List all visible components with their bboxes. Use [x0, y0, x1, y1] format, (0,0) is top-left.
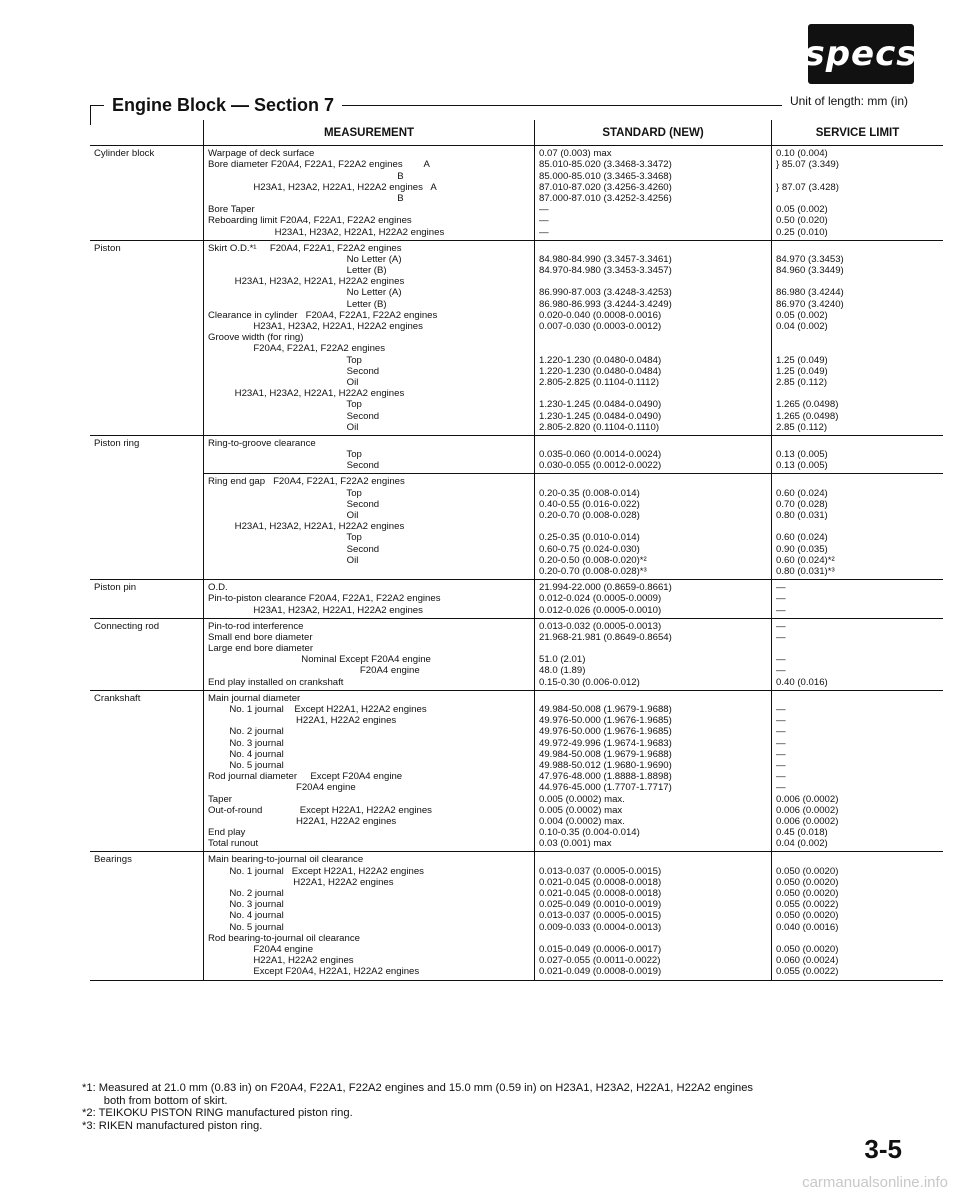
measurement-cell — [204, 852, 535, 980]
cell-line: Bore diameter F20A4, F22A1, F22A2 engines A — [208, 159, 430, 171]
cell-line: 0.006 (0.0002) — [776, 804, 839, 816]
cell-line: F20A4 engine — [208, 665, 420, 677]
table-row — [90, 146, 943, 241]
cell-line: 0.050 (0.0020) — [776, 943, 839, 955]
cell-line: H23A1, H23A2, H22A1, H22A2 engines — [208, 276, 405, 288]
cell-line: 0.60-0.75 (0.024-0.030) — [539, 543, 640, 555]
cell-line: Large end bore diameter — [208, 643, 314, 655]
cell-line: Top — [208, 487, 362, 499]
part-name: Cylinder block — [90, 146, 204, 241]
cell-line: 0.050 (0.0020) — [776, 910, 839, 922]
part-name: Bearings — [90, 852, 204, 980]
cell-line: 1.220-1.230 (0.0480-0.0484) — [539, 365, 662, 377]
cell-line: 49.984-50.008 (1.9679-1.9688) — [539, 704, 672, 716]
cell-line: No. 2 journal — [208, 888, 284, 900]
cell-line: 86.990-87.003 (3.4248-3.4253) — [539, 287, 672, 299]
cell-line: 2.805-2.825 (0.1104-0.1112) — [539, 376, 660, 388]
cell-line: 0.050 (0.0020) — [776, 876, 839, 888]
cell-line: 0.45 (0.018) — [776, 827, 828, 839]
cell-line: 0.05 (0.002) — [776, 204, 828, 216]
cell-line: 49.972-49.996 (1.9674-1.9683) — [539, 737, 672, 749]
cell-line — [776, 476, 939, 487]
table-row — [90, 580, 943, 619]
cell-line: — — [776, 665, 786, 677]
cell-line — [539, 388, 767, 399]
footnotes — [82, 1082, 922, 1132]
cell-line: 0.40-0.55 (0.016-0.022) — [539, 498, 640, 510]
measurement-cell — [204, 474, 535, 580]
cell-line: 1.265 (0.0498) — [776, 399, 839, 411]
cell-line: H23A1, H23A2, H22A1, H22A2 engines — [208, 321, 423, 333]
cell-line — [539, 243, 767, 254]
cell-line: } 87.07 (3.428) — [776, 181, 839, 193]
cell-line: — — [776, 593, 786, 605]
service-limit-cell — [772, 146, 944, 241]
cell-line: No. 5 journal — [208, 921, 284, 933]
standard-cell — [535, 435, 772, 474]
footnote-2: *2: TEIKOKU PISTON RING manufactured piston ring. — [82, 1107, 353, 1119]
cell-line: 44.976-45.000 (1.7707-1.7717) — [539, 782, 672, 794]
cell-line: Out-of-round Except H22A1, H22A2 engines — [208, 804, 432, 816]
cell-line — [539, 438, 767, 449]
cell-line — [776, 193, 939, 204]
standard-cell — [535, 690, 772, 852]
cell-line: 0.13 (0.005) — [776, 449, 828, 461]
service-limit-cell — [772, 852, 944, 980]
page-title: Engine Block — Section 7 — [104, 92, 342, 118]
cell-line: 0.013-0.037 (0.0005-0.0015) — [539, 865, 662, 877]
cell-line: — — [776, 715, 786, 727]
cell-line: — — [776, 582, 786, 594]
cell-line: Clearance in cylinder F20A4, F22A1, F22A2 engines — [208, 309, 438, 321]
cell-line: 0.060 (0.0024) — [776, 955, 839, 967]
table-row — [90, 435, 943, 474]
cell-line: H23A1, H23A2, H22A1, H22A2 engines — [208, 604, 423, 616]
cell-line: 0.005 (0.0002) max — [539, 804, 623, 816]
cell-line: Total runout — [208, 838, 259, 850]
cell-line — [539, 476, 767, 487]
cell-line: 0.013-0.037 (0.0005-0.0015) — [539, 910, 662, 922]
cell-line: 2.85 (0.112) — [776, 421, 828, 433]
cell-line: 0.035-0.060 (0.0014-0.0024) — [539, 449, 662, 461]
cell-line: 1.25 (0.049) — [776, 365, 828, 377]
cell-line: Main bearing-to-journal oil clearance — [208, 854, 364, 866]
cell-line: 0.005 (0.0002) max. — [539, 793, 625, 805]
cell-line: No. 4 journal — [208, 748, 284, 760]
part-name: Piston — [90, 240, 204, 435]
cell-line: — — [776, 759, 786, 771]
footnote-1-cont: both from bottom of skirt. — [82, 1094, 228, 1107]
specs-table-body — [90, 146, 943, 980]
cell-line: 1.220-1.230 (0.0480-0.0484) — [539, 354, 662, 366]
cell-line: Ring-to-groove clearance — [208, 437, 316, 449]
cell-line: Second — [208, 410, 380, 422]
cell-line: — — [776, 704, 786, 716]
cell-line: — — [776, 654, 786, 666]
part-name: Connecting rod — [90, 618, 204, 690]
cell-line: 87.010-87.020 (3.4256-3.4260) — [539, 181, 672, 193]
standard-cell — [535, 618, 772, 690]
cell-line: 48.0 (1.89) — [539, 665, 586, 677]
cell-line: 0.60 (0.024) — [776, 532, 828, 544]
cell-line: Main journal diameter — [208, 692, 301, 704]
specs-badge: specs — [808, 24, 914, 84]
table-row — [90, 690, 943, 852]
standard-cell — [535, 474, 772, 580]
cell-line: 49.988-50.012 (1.9680-1.9690) — [539, 759, 672, 771]
section-header — [90, 92, 908, 118]
header-measurement: MEASUREMENT — [204, 120, 535, 146]
cell-line: — — [776, 620, 786, 632]
table-row — [90, 474, 943, 580]
cell-line: 0.60 (0.024)*² — [776, 554, 835, 566]
cell-line: 0.055 (0.0022) — [776, 899, 839, 911]
cell-line: Top — [208, 532, 362, 544]
cell-line: Top — [208, 399, 362, 411]
cell-line: — — [539, 215, 549, 227]
cell-line: 0.15-0.30 (0.006-0.012) — [539, 676, 640, 688]
cell-line: Nominal Except F20A4 engine — [208, 654, 431, 666]
cell-line: 0.40 (0.016) — [776, 676, 828, 688]
cell-line — [776, 438, 939, 449]
cell-line: Top — [208, 354, 362, 366]
table-header-row — [90, 120, 943, 146]
standard-cell — [535, 580, 772, 619]
cell-line: 2.85 (0.112) — [776, 376, 828, 388]
cell-line: — — [776, 726, 786, 738]
part-name: Crankshaft — [90, 690, 204, 852]
cell-line: F20A4 engine — [208, 943, 314, 955]
cell-line: H23A1, H23A2, H22A1, H22A2 engines — [208, 521, 405, 533]
cell-line — [539, 343, 767, 354]
cell-line: No. 1 journal Except H22A1, H22A2 engines — [208, 865, 424, 877]
cell-line: H22A1, H22A2 engines — [208, 815, 397, 827]
cell-line: Rod journal diameter Except F20A4 engine — [208, 771, 403, 783]
service-limit-cell — [772, 690, 944, 852]
cell-line: 0.006 (0.0002) — [776, 793, 839, 805]
cell-line: 0.04 (0.002) — [776, 838, 828, 850]
cell-line — [776, 171, 939, 182]
cell-line: 0.05 (0.002) — [776, 309, 828, 321]
cell-line: No. 2 journal — [208, 726, 284, 738]
cell-line — [776, 332, 939, 343]
cell-line: 0.021-0.049 (0.0008-0.0019) — [539, 966, 662, 978]
cell-line — [539, 332, 767, 343]
cell-line: F20A4 engine — [208, 782, 356, 794]
cell-line — [776, 243, 939, 254]
cell-line: H23A1, H23A2, H22A1, H22A2 engines — [208, 226, 445, 238]
service-limit-cell — [772, 474, 944, 580]
cell-line: Pin-to-piston clearance F20A4, F22A1, F22A2 engines — [208, 593, 441, 605]
cell-line: 0.10-0.35 (0.004-0.014) — [539, 827, 640, 839]
cell-line — [776, 276, 939, 287]
cell-line: B — [208, 192, 404, 204]
table-row — [90, 240, 943, 435]
cell-line: H23A1, H23A2, H22A1, H22A2 engines — [208, 388, 405, 400]
service-limit-cell — [772, 240, 944, 435]
cell-line: 0.007-0.030 (0.0003-0.0012) — [539, 321, 662, 333]
cell-line: Oil — [208, 376, 359, 388]
cell-line: Letter (B) — [208, 265, 387, 277]
measurement-cell — [204, 690, 535, 852]
part-name: Piston pin — [90, 580, 204, 619]
cell-line: 0.021-0.045 (0.0008-0.0018) — [539, 876, 662, 888]
cell-line: 1.25 (0.049) — [776, 354, 828, 366]
cell-line: 1.230-1.245 (0.0484-0.0490) — [539, 410, 662, 422]
measurement-cell — [204, 580, 535, 619]
cell-line: 86.980-86.993 (3.4244-3.4249) — [539, 298, 672, 310]
cell-line: 84.970 (3.3453) — [776, 253, 844, 265]
cell-line: End play installed on crankshaft — [208, 676, 344, 688]
cell-line: 0.10 (0.004) — [776, 148, 828, 160]
cell-line: 0.07 (0.003) max — [539, 148, 612, 160]
cell-line — [539, 521, 767, 532]
cell-line: 0.030-0.055 (0.0012-0.0022) — [539, 460, 662, 472]
cell-line: Second — [208, 365, 380, 377]
cell-line — [776, 643, 939, 654]
cell-line: 0.25 (0.010) — [776, 226, 828, 238]
cell-line: Groove width (for ring) — [208, 332, 304, 344]
cell-line: 87.000-87.010 (3.4252-3.4256) — [539, 192, 672, 204]
service-limit-cell — [772, 435, 944, 474]
cell-line: 86.980 (3.4244) — [776, 287, 844, 299]
cell-line: 0.13 (0.005) — [776, 460, 828, 472]
cell-line: Second — [208, 543, 380, 555]
specs-table — [90, 120, 943, 981]
cell-line: End play — [208, 827, 246, 839]
cell-line: 0.80 (0.031) — [776, 510, 828, 522]
cell-line: 0.040 (0.0016) — [776, 921, 839, 933]
watermark: carmanualsonline.info — [802, 1174, 948, 1191]
cell-line: Small end bore diameter — [208, 631, 313, 643]
cell-line: No. 3 journal — [208, 737, 284, 749]
cell-line: 0.60 (0.024) — [776, 487, 828, 499]
cell-line: Except F20A4, H22A1, H22A2 engines — [208, 966, 420, 978]
standard-cell — [535, 240, 772, 435]
header-service-limit: SERVICE LIMIT — [772, 120, 944, 146]
standard-cell — [535, 146, 772, 241]
cell-line: — — [776, 631, 786, 643]
cell-line: H23A1, H23A2, H22A1, H22A2 engines A — [208, 181, 437, 193]
cell-line: 0.004 (0.0002) max. — [539, 815, 625, 827]
cell-line — [539, 276, 767, 287]
cell-line — [539, 643, 767, 654]
cell-line: Rod bearing-to-journal oil clearance — [208, 932, 360, 944]
cell-line: Oil — [208, 510, 359, 522]
cell-line: 0.050 (0.0020) — [776, 888, 839, 900]
cell-line: 0.013-0.032 (0.0005-0.0013) — [539, 620, 662, 632]
cell-line: H22A1, H22A2 engines — [208, 715, 397, 727]
header-standard: STANDARD (NEW) — [535, 120, 772, 146]
cell-line: — — [776, 748, 786, 760]
cell-line: Pin-to-rod interference — [208, 620, 304, 632]
cell-line: 0.055 (0.0022) — [776, 966, 839, 978]
cell-line: — — [776, 782, 786, 794]
cell-line: 49.976-50.000 (1.9676-1.9685) — [539, 715, 672, 727]
table-row — [90, 852, 943, 980]
cell-line: 0.50 (0.020) — [776, 215, 828, 227]
cell-line: 0.012-0.024 (0.0005-0.0009) — [539, 593, 662, 605]
cell-line: Bore Taper — [208, 204, 255, 216]
cell-line: 49.984-50.008 (1.9679-1.9688) — [539, 748, 672, 760]
cell-line: B — [208, 170, 404, 182]
cell-line: 2.805-2.820 (0.1104-0.1110) — [539, 421, 660, 433]
cell-line: 0.020-0.040 (0.0008-0.0016) — [539, 309, 662, 321]
cell-line — [776, 521, 939, 532]
cell-line: — — [539, 204, 549, 216]
cell-line: — — [776, 737, 786, 749]
cell-line: 0.20-0.70 (0.008-0.028)*³ — [539, 565, 647, 577]
standard-cell — [535, 852, 772, 980]
cell-line: 0.025-0.049 (0.0010-0.0019) — [539, 899, 662, 911]
cell-line: No. 4 journal — [208, 910, 284, 922]
cell-line: H22A1, H22A2 engines — [208, 876, 394, 888]
cell-line: 0.050 (0.0020) — [776, 865, 839, 877]
cell-line: 86.970 (3.4240) — [776, 298, 844, 310]
service-limit-cell — [772, 580, 944, 619]
table-row — [90, 618, 943, 690]
cell-line: Ring end gap F20A4, F22A1, F22A2 engines — [208, 476, 405, 488]
cell-line: 1.265 (0.0498) — [776, 410, 839, 422]
cell-line: No Letter (A) — [208, 253, 402, 265]
cell-line: 49.976-50.000 (1.9676-1.9685) — [539, 726, 672, 738]
cell-line: Reboarding limit F20A4, F22A1, F22A2 engines — [208, 215, 412, 227]
cell-line: 0.20-0.70 (0.008-0.028) — [539, 510, 640, 522]
cell-line: 0.006 (0.0002) — [776, 815, 839, 827]
cell-line: 84.960 (3.3449) — [776, 265, 844, 277]
cell-line: Warpage of deck surface — [208, 148, 315, 160]
measurement-cell — [204, 240, 535, 435]
cell-line: } 85.07 (3.349) — [776, 159, 839, 171]
cell-line — [776, 388, 939, 399]
cell-line — [776, 693, 939, 704]
measurement-cell — [204, 618, 535, 690]
cell-line: Skirt O.D.*¹ F20A4, F22A1, F22A2 engines — [208, 242, 402, 254]
cell-line: — — [776, 604, 786, 616]
unit-label: Unit of length: mm (in) — [782, 92, 908, 110]
cell-line: 0.80 (0.031)*³ — [776, 565, 835, 577]
cell-line — [776, 343, 939, 354]
cell-line: 51.0 (2.01) — [539, 654, 586, 666]
cell-line: No. 3 journal — [208, 899, 284, 911]
footnote-1: *1: Measured at 21.0 mm (0.83 in) on F20A4, F22A1, F22A2 engines and 15.0 mm (0.59 in) on H23A1, H23A2, H22A1, H22A2 engines — [82, 1082, 754, 1094]
service-limit-cell — [772, 618, 944, 690]
cell-line: — — [539, 226, 549, 238]
cell-line: Second — [208, 498, 380, 510]
cell-line: 0.20-0.35 (0.008-0.014) — [539, 487, 640, 499]
cell-line: Second — [208, 460, 380, 472]
cell-line: 0.009-0.033 (0.0004-0.0013) — [539, 921, 662, 933]
cell-line: Oil — [208, 554, 359, 566]
cell-line: 0.70 (0.028) — [776, 498, 828, 510]
cell-line: 0.015-0.049 (0.0006-0.0017) — [539, 943, 662, 955]
cell-line — [539, 854, 767, 865]
part-name: Piston ring — [90, 435, 204, 579]
measurement-cell — [204, 146, 535, 241]
cell-line: 0.20-0.50 (0.008-0.020)*² — [539, 554, 647, 566]
cell-line: 0.90 (0.035) — [776, 543, 828, 555]
cell-line: 0.027-0.055 (0.0011-0.0022) — [539, 955, 661, 967]
cell-line: 1.230-1.245 (0.0484-0.0490) — [539, 399, 662, 411]
cell-line: 84.980-84.990 (3.3457-3.3461) — [539, 253, 672, 265]
cell-line — [539, 933, 767, 944]
cell-line: 0.021-0.045 (0.0008-0.0018) — [539, 888, 662, 900]
cell-line: 21.994-22.000 (0.8659-0.8661) — [539, 582, 672, 594]
cell-line: 0.012-0.026 (0.0005-0.0010) — [539, 604, 662, 616]
cell-line — [776, 854, 939, 865]
cell-line: O.D. — [208, 582, 228, 594]
cell-line: 0.03 (0.001) max — [539, 838, 612, 850]
cell-line: F20A4, F22A1, F22A2 engines — [208, 343, 386, 355]
cell-line — [776, 933, 939, 944]
cell-line: Top — [208, 449, 362, 461]
cell-line: — — [776, 771, 786, 783]
cell-line: No Letter (A) — [208, 287, 402, 299]
cell-line: 0.04 (0.002) — [776, 321, 828, 333]
cell-line: 47.976-48.000 (1.8888-1.8898) — [539, 771, 672, 783]
cell-line: 85.010-85.020 (3.3468-3.3472) — [539, 159, 672, 171]
cell-line: 85.000-85.010 (3.3465-3.3468) — [539, 170, 672, 182]
cell-line: Letter (B) — [208, 298, 387, 310]
cell-line: Oil — [208, 421, 359, 433]
cell-line: 84.970-84.980 (3.3453-3.3457) — [539, 265, 672, 277]
cell-line: 21.968-21.981 (0.8649-0.8654) — [539, 631, 672, 643]
cell-line — [539, 693, 767, 704]
footnote-3: *3: RIKEN manufactured piston ring. — [82, 1119, 263, 1132]
cell-line: No. 5 journal — [208, 759, 284, 771]
measurement-cell — [204, 435, 535, 474]
header-part — [90, 120, 204, 146]
cell-line: 0.25-0.35 (0.010-0.014) — [539, 532, 640, 544]
cell-line: No. 1 journal Except H22A1, H22A2 engines — [208, 704, 427, 716]
page-number: 3-5 — [864, 1134, 902, 1164]
cell-line: H22A1, H22A2 engines — [208, 955, 354, 967]
cell-line: Taper — [208, 793, 232, 805]
